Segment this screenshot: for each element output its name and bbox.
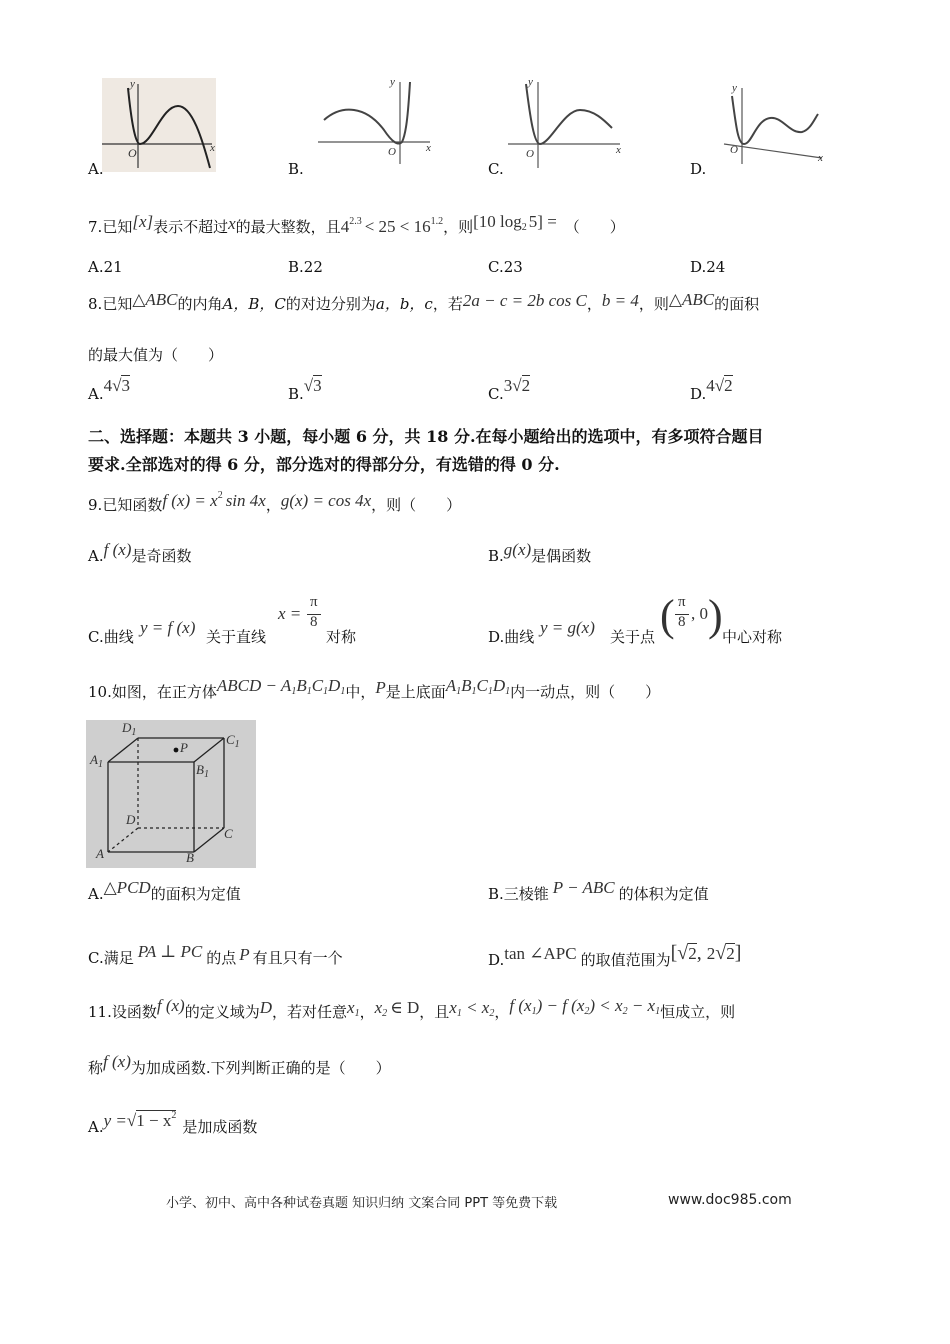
question-7-stem: [88, 212, 625, 237]
cube-figure: [86, 720, 256, 868]
q7-ineq-exp1: 2.3: [349, 216, 362, 227]
q10-number: 10.: [88, 683, 112, 701]
q10-option-d: [488, 942, 741, 970]
q11-text5: ，且: [419, 1003, 450, 1021]
graph-c-y-label: y: [528, 76, 533, 88]
q9-f-exp: 2: [217, 490, 223, 501]
q8-option-b-sqrt: √3: [303, 376, 322, 395]
graph-a-label: A.: [88, 160, 104, 178]
q11-text4: ，: [359, 1003, 375, 1021]
q10-option-b-text: 的体积为定值: [618, 885, 709, 903]
q10-cube-rest: $_1B_1C_1D_1$: [291, 676, 346, 697]
q7-text4: ，则: [443, 218, 474, 236]
graph-d-origin: O: [730, 144, 738, 156]
graph-c: [508, 76, 626, 170]
q11-x1: $x_1$: [347, 998, 360, 1019]
section-2-heading-line1: 二、选择题：本题共 3 小题，每小题 6 分，共 18 分.在每小题给出的选项中，有多项符合题目: [88, 427, 764, 446]
q7-text1: 已知: [102, 218, 133, 236]
q9-option-c-text2: 对称: [326, 628, 357, 646]
footer-url[interactable]: www.doc985.com: [668, 1192, 792, 1208]
q8-option-d-label: D.: [690, 385, 707, 403]
cube-label-b: B: [186, 850, 194, 865]
q11-option-a-sqrt: $√1 - x^2$: [126, 1110, 177, 1130]
q10-text1: 如图，在正方体: [111, 683, 217, 701]
q8-option-a-coef: 4: [103, 376, 113, 395]
q11-order: $x_1 < x_2$: [449, 998, 495, 1019]
q9-f-def: f (x) = x: [162, 491, 218, 510]
q11-option-a-label: A.: [88, 1118, 104, 1136]
q9-option-b-label: B.: [488, 547, 504, 565]
q8-stem-line2: 的最大值为（ ）: [88, 346, 224, 364]
q9-option-d-label: D.曲线: [488, 628, 535, 646]
q11-option-a-math: y =: [103, 1111, 127, 1130]
cube-label-c: C: [224, 826, 233, 841]
cube-label-c1: $C_1$: [226, 732, 240, 750]
cube-label-d: D: [126, 812, 136, 827]
q9-option-d-math: y = g(x): [540, 618, 595, 637]
q9-option-d-text2: 中心对称: [722, 628, 783, 646]
q10-option-a: [88, 878, 241, 904]
q11-text2: 的定义域为: [184, 1003, 260, 1021]
q10-text4: 内一动点，则（ ）: [510, 683, 661, 701]
graph-d-x-label: x: [818, 152, 823, 164]
question-9-stem: [88, 490, 461, 515]
q9-option-c-numerator: π: [310, 594, 318, 610]
q7-text3: 的最大整数，且: [235, 218, 341, 236]
graph-b-x-label: x: [426, 142, 431, 154]
q8-triangle-2: △ABC: [668, 290, 715, 309]
q10-option-a-label: A.: [88, 885, 104, 903]
q10-text2: 中，: [345, 683, 376, 701]
q7-ineq-mid: < 25 < 16: [364, 217, 431, 236]
q7-text2: 表示不超过: [153, 218, 229, 236]
q11-text1: 设函数: [111, 1003, 157, 1021]
q10-option-c-label: C.满足: [88, 949, 134, 967]
graph-c-origin: O: [526, 148, 534, 160]
q7-ineq-exp2: 1.2: [430, 216, 444, 227]
q9-g-def: g(x) = cos 4x: [280, 491, 372, 510]
q8-option-c-sqrt: √2: [512, 376, 531, 395]
cube-label-p: P: [180, 740, 188, 755]
q9-option-a-math: f (x): [103, 540, 132, 559]
q9-option-c-denominator: 8: [310, 614, 318, 630]
q10-option-d-label: D.: [488, 951, 505, 969]
graph-a: [102, 78, 216, 172]
q9-option-b-text: 是偶函数: [531, 547, 592, 565]
graph-d: [720, 82, 830, 166]
q9-text1: 已知函数: [102, 496, 163, 514]
q10-option-c-text2: 有且只有一个: [252, 949, 343, 967]
q11-number: 11.: [88, 1003, 112, 1021]
q10-cube: ABCD − A: [216, 676, 292, 695]
q10-option-a-text: 的面积为定值: [150, 885, 241, 903]
q8-text2: 的内角: [177, 295, 223, 313]
footer-text: 小学、初中、高中各种试卷真题 知识归纳 文案合同 PPT 等免费下载: [166, 1196, 558, 1211]
q9-number: 9.: [88, 496, 103, 514]
q8-option-d-sqrt: √2: [714, 376, 733, 395]
cube-label-d1: $D_1$: [122, 720, 137, 738]
q10-option-c-math: PA ⊥ PC: [137, 942, 203, 961]
q10-option-b: [488, 878, 709, 904]
q9-option-b-math: g(x): [503, 540, 532, 559]
q9-option-c-x: x =: [278, 604, 302, 623]
graph-c-x-label: x: [616, 144, 621, 156]
q11-text3: ，若对任意: [272, 1003, 348, 1021]
q10-top-face: $A_1B_1C_1D_1$: [445, 676, 511, 697]
q8-option-c: [488, 376, 531, 403]
q8-text4: ，则: [638, 295, 669, 313]
question-8-stem: [88, 290, 759, 314]
q9-option-d-numerator: π: [678, 594, 686, 610]
q8-text5: 的面积: [714, 295, 760, 313]
graph-c-label: C.: [488, 160, 504, 178]
q7-expr-end: 5] =: [528, 212, 557, 231]
q8-option-a-label: A.: [88, 385, 104, 403]
q8-option-d-coef: 4: [706, 376, 715, 395]
q7-number: 7.: [88, 218, 103, 236]
q9-option-d-left-paren: (: [660, 591, 675, 640]
q11-text6: ，: [494, 1003, 510, 1021]
q9-option-d-right-paren: ): [708, 591, 723, 640]
q8-option-c-coef: 3: [503, 376, 513, 395]
q11-stem-line2: [88, 1052, 391, 1078]
q10-option-c-text1: 的点: [206, 949, 237, 967]
graph-b-svg: [318, 76, 436, 166]
q7-expr: [10 log: [473, 212, 522, 231]
graph-b-origin: O: [388, 146, 396, 158]
q11-option-a-text: 是加成函数: [182, 1118, 258, 1136]
q8-comma: ，: [586, 295, 602, 313]
q9-option-d-zero: , 0: [691, 604, 708, 623]
q8-option-b-label: B.: [288, 385, 304, 403]
q8-number: 8.: [88, 295, 103, 313]
q10-option-b-math: P − ABC: [552, 878, 615, 897]
q9-text2: ，则（ ）: [371, 496, 462, 514]
q8-text2c: 的对边分别为: [285, 295, 376, 313]
q11-option-a: [88, 1110, 257, 1137]
q7-bracket-x: [x]: [132, 212, 154, 231]
q7-var-x: x: [228, 214, 236, 233]
graph-b: [318, 76, 436, 166]
q8-option-c-label: C.: [488, 385, 504, 403]
q11-f: f (x): [156, 996, 185, 1015]
q10-option-c: [88, 942, 343, 968]
graph-a-y-label: y: [130, 78, 135, 90]
q9-option-d-denominator: 8: [678, 614, 686, 630]
q11-condition: f $(x_1) - f$ $(x_2) < x_2 - x_1$: [509, 996, 661, 1017]
q8-option-a: [88, 376, 130, 403]
graph-a-origin: O: [128, 146, 137, 160]
q8-triangle: △ABC: [132, 290, 178, 309]
q9-option-a: [88, 540, 191, 566]
cube-label-b1: $B_1$: [196, 762, 209, 780]
q8-angles: A，B，C: [222, 295, 286, 313]
q8-sides: a，b，c: [375, 295, 433, 313]
q8-option-a-sqrt: √3: [112, 376, 130, 395]
q10-option-a-math: △PCD: [103, 878, 151, 897]
q9-option-a-text: 是奇函数: [131, 547, 192, 565]
q8-b-eq: b = 4: [601, 291, 639, 310]
q8-condition: 2a − c = 2b cos C: [462, 291, 587, 310]
q10-option-d-range: [√2, 2√2]: [670, 942, 742, 964]
q10-p: P: [375, 678, 386, 697]
q7-paren: （ ）: [564, 218, 625, 236]
section-2-heading-line2: 要求.全部选对的得 6 分，部分选对的得部分分，有选错的得 0 分.: [88, 455, 560, 474]
question-10-stem: [88, 676, 660, 702]
q10-text3: 是上底面: [385, 683, 446, 701]
q7-expr-sub: 2: [521, 222, 527, 233]
graph-d-label: D.: [690, 160, 707, 178]
q10-option-d-math: tan ∠APC: [504, 944, 577, 963]
q7-option-d: D.24: [690, 258, 726, 276]
q7-ineq-base: 4: [340, 217, 350, 236]
q7-option-a: A.21: [88, 258, 123, 276]
q9-option-c-math: y = f (x): [140, 618, 196, 637]
q11-line2-f: f (x): [103, 1052, 131, 1071]
q10-option-c-p: P: [239, 945, 250, 964]
cube-label-a1: $A_1$: [90, 752, 103, 770]
q7-option-b: B.22: [288, 258, 323, 276]
graph-a-x-label: x: [210, 142, 215, 154]
q10-option-d-text: 的取值范围为: [580, 951, 671, 969]
question-11-stem: [88, 996, 735, 1022]
q11-line2-text1: 称: [88, 1059, 104, 1077]
q8-text1: 已知: [102, 295, 133, 313]
q11-text7: 恒成立，则: [660, 1003, 736, 1021]
q11-line2-text2: 为加成函数.下列判断正确的是（ ）: [130, 1059, 391, 1077]
q9-f-end: sin 4x: [225, 491, 266, 510]
graph-b-y-label: y: [390, 76, 395, 88]
q9-option-c-text1: 关于直线: [206, 628, 267, 646]
q10-option-b-label: B.三棱锥: [488, 885, 549, 903]
q9-option-c-label: C.曲线: [88, 628, 134, 646]
q9-option-a-label: A.: [88, 547, 104, 565]
graph-d-y-label: y: [732, 82, 737, 94]
q11-x2: $x_2$: [374, 998, 388, 1019]
q11-in-d: ∈ D: [390, 998, 420, 1017]
cube-label-a: A: [96, 846, 104, 861]
graph-a-svg: [102, 78, 216, 172]
q8-text3: ，若: [432, 295, 463, 313]
q8-option-b: [288, 376, 322, 403]
graph-b-label: B.: [288, 160, 304, 178]
q7-option-c: C.23: [488, 258, 523, 276]
q9-comma: ，: [265, 496, 281, 514]
q8-option-d: [690, 376, 733, 403]
q11-domain: D: [259, 998, 273, 1017]
q9-option-b: [488, 540, 591, 566]
q9-option-d-text1: 关于点: [610, 628, 656, 646]
